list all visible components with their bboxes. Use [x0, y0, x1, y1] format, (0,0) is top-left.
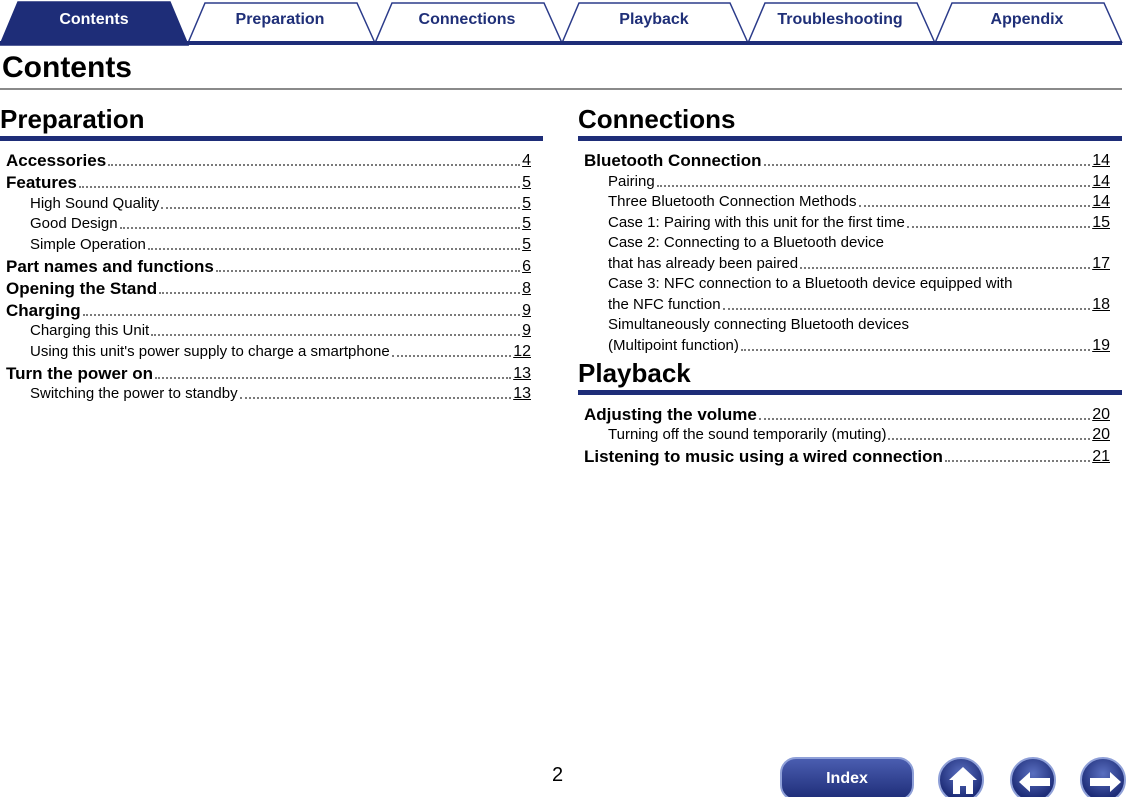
leader-dots [888, 438, 1090, 440]
page-link[interactable]: 4 [522, 152, 531, 169]
preparation-column [0, 104, 543, 404]
page-link[interactable]: 9 [522, 322, 531, 339]
toc-label: Turn the power on [6, 363, 154, 383]
tab-preparation[interactable]: Preparation [235, 11, 325, 28]
toc-label: Good Design [30, 215, 118, 232]
page-link[interactable]: 21 [1092, 448, 1110, 465]
toc-entry-charging[interactable] [0, 299, 543, 321]
page-link[interactable]: 9 [522, 301, 531, 319]
toc-label: Opening the Stand [6, 278, 158, 298]
leader-dots [155, 377, 511, 379]
toc-entry-wired-connection[interactable] [578, 445, 1122, 467]
toc-entry-charging-unit[interactable] [0, 321, 543, 342]
toc-label: Three Bluetooth Connection Methods [608, 193, 857, 210]
page-link[interactable]: 14 [1092, 193, 1110, 210]
page-link[interactable]: 19 [1092, 336, 1110, 354]
toc-entry-simple-operation[interactable] [0, 234, 543, 255]
page-link[interactable]: 6 [522, 257, 531, 275]
toc-label: Charging [6, 300, 81, 320]
toc-label-line2: (Multipoint function) [608, 336, 739, 354]
tab-playback[interactable]: Playback [619, 11, 689, 28]
toc-entry-charge-smartphone[interactable] [0, 341, 543, 362]
toc-label: Switching the power to standby [30, 385, 238, 402]
toc-entry-case-3-line2 [608, 294, 1110, 315]
page-link[interactable]: 13 [513, 364, 531, 382]
toc-entry-opening-stand[interactable] [0, 277, 543, 299]
toc-label: Bluetooth Connection [584, 151, 762, 170]
leader-dots [159, 292, 520, 294]
title-divider [0, 88, 1122, 90]
toc-entry-high-sound-quality[interactable] [0, 193, 543, 214]
toc-entry-case-2[interactable] [578, 233, 1122, 274]
leader-dots [83, 314, 520, 316]
page-link[interactable]: 5 [522, 235, 531, 253]
section-divider [578, 136, 1122, 141]
section-heading-playback: Playback [578, 357, 691, 388]
toc-entry-accessories[interactable] [0, 149, 543, 171]
toc-label: Using this unit's power supply to charge a smartphone [30, 342, 390, 360]
forward-button[interactable] [1080, 757, 1126, 797]
toc-label-line1: Simultaneously connecting Bluetooth devices [608, 315, 910, 333]
page-link[interactable]: 13 [513, 385, 531, 402]
leader-dots [945, 460, 1090, 462]
leader-dots [108, 164, 520, 166]
page-link[interactable]: 18 [1092, 295, 1110, 313]
toc-label-line2: that has already been paired [608, 254, 799, 272]
toc-entry-pairing[interactable] [578, 171, 1122, 192]
leader-dots [392, 355, 511, 357]
section-heading-connections: Connections [578, 104, 736, 134]
home-button[interactable] [938, 757, 984, 797]
page-link[interactable]: 5 [522, 194, 531, 212]
leader-dots [216, 270, 520, 272]
toc-entry-good-design[interactable] [0, 214, 543, 235]
page-link[interactable]: 15 [1092, 213, 1110, 231]
page-link[interactable]: 8 [522, 279, 531, 297]
page-link[interactable]: 14 [1092, 152, 1110, 169]
page-link[interactable]: 20 [1092, 405, 1110, 423]
toc-entry-case-2-line2 [608, 253, 1110, 274]
page-number: 2 [552, 764, 564, 786]
page-link[interactable]: 5 [522, 215, 531, 232]
toc-label-line2: the NFC function [608, 295, 721, 313]
toc-entry-three-methods[interactable] [578, 192, 1122, 213]
toc-entry-multipoint-line2 [608, 335, 1110, 356]
page-link[interactable]: 20 [1092, 426, 1110, 443]
home-icon [940, 759, 986, 797]
tab-appendix[interactable]: Appendix [990, 11, 1064, 28]
leader-dots [151, 334, 520, 336]
toc-entry-multipoint[interactable] [578, 315, 1122, 356]
toc-entry-part-names[interactable] [0, 255, 543, 277]
leader-dots [240, 397, 512, 399]
connections-playback-column [578, 104, 1122, 467]
toc-entry-features[interactable] [0, 171, 543, 193]
toc-label: Turning off the sound temporarily (muting) [608, 426, 887, 443]
toc-entry-case-3[interactable] [578, 274, 1122, 315]
tab-contents[interactable]: Contents [59, 11, 129, 28]
arrow-left-icon [1012, 759, 1058, 797]
leader-dots [907, 226, 1090, 228]
page-title: Contents [2, 51, 132, 84]
toc-entry-bluetooth-connection[interactable] [578, 149, 1122, 171]
toc-label: Adjusting the volume [584, 404, 757, 424]
toc-label: Case 1: Pairing with this unit for the first time [608, 213, 905, 231]
toc-label: Accessories [6, 151, 107, 170]
leader-dots [161, 207, 520, 209]
toc-label: Part names and functions [6, 256, 214, 276]
leader-dots [657, 185, 1091, 187]
leader-dots [120, 227, 521, 229]
toc-label-line1: Case 3: NFC connection to a Bluetooth device equipped with [608, 274, 1013, 292]
arrow-right-icon [1082, 759, 1128, 797]
toc-entry-standby[interactable] [0, 384, 543, 405]
back-button[interactable] [1010, 757, 1056, 797]
toc-entry-adjust-volume[interactable] [578, 403, 1122, 425]
leader-dots [723, 308, 1091, 310]
section-heading-preparation: Preparation [0, 104, 145, 134]
page-link[interactable]: 14 [1092, 172, 1110, 190]
toc-entry-muting[interactable] [578, 425, 1122, 446]
section-divider [0, 136, 543, 141]
toc-label: Listening to music using a wired connection [584, 447, 943, 466]
leader-dots [79, 186, 520, 188]
toc-entry-case-1[interactable] [578, 212, 1122, 233]
tab-connections[interactable]: Connections [418, 11, 516, 28]
toc-label: Simple Operation [30, 235, 146, 253]
leader-dots [859, 205, 1091, 207]
page-link[interactable]: 17 [1092, 254, 1110, 272]
index-button[interactable]: Index [780, 757, 914, 797]
toc-label-line1: Case 2: Connecting to a Bluetooth device [608, 233, 885, 251]
tab-bar [0, 0, 1128, 46]
toc-label: Features [6, 173, 77, 192]
page-link[interactable]: 5 [522, 174, 531, 191]
leader-dots [741, 349, 1090, 351]
toc-entry-power-on[interactable] [0, 362, 543, 384]
leader-dots [764, 164, 1091, 166]
section-divider [578, 390, 1122, 395]
page-link[interactable]: 12 [513, 342, 531, 360]
leader-dots [148, 248, 520, 250]
leader-dots [800, 267, 1090, 269]
leader-dots [759, 418, 1090, 420]
toc-label: High Sound Quality [30, 194, 160, 212]
toc-label: Pairing [608, 172, 655, 190]
tab-troubleshooting[interactable]: Troubleshooting [777, 11, 903, 28]
toc-label: Charging this Unit [30, 322, 150, 339]
